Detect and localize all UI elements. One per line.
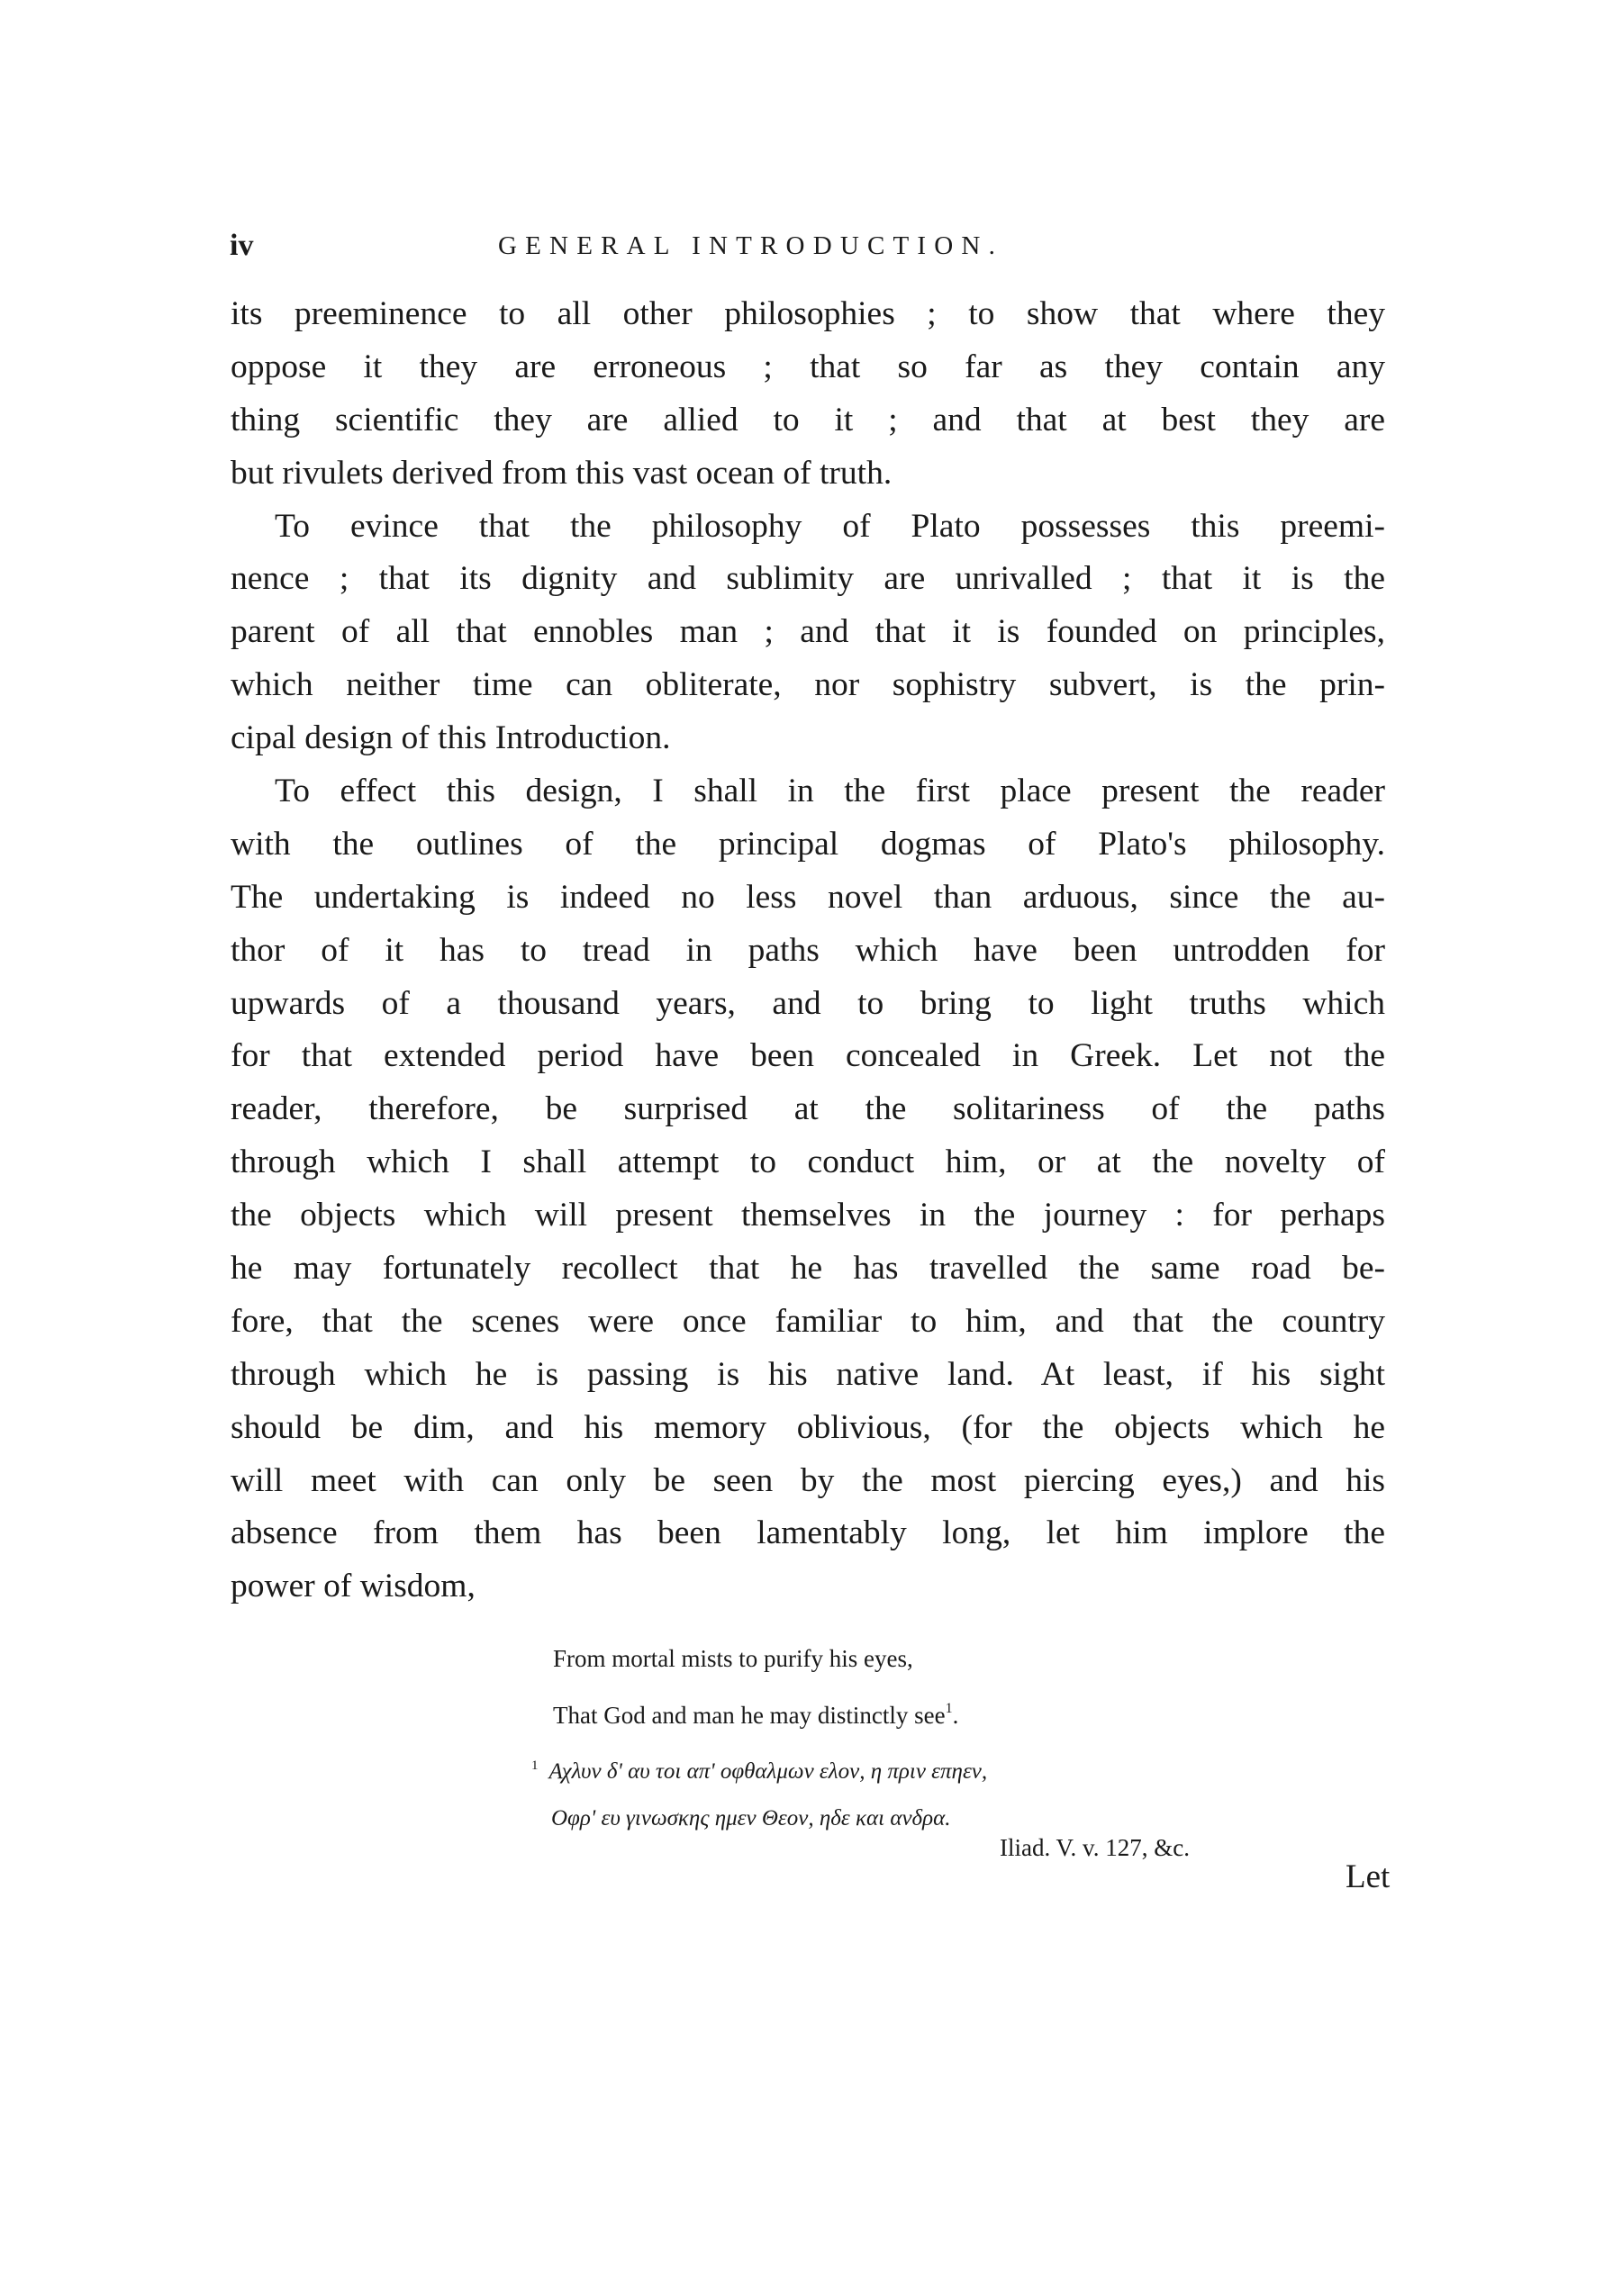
- paragraph-start-line: To evince that the philosophy of Plato possesses this preemi-: [275, 507, 1385, 545]
- body-line: with the outlines of the principal dogmas of Plato's philosophy.: [231, 825, 1385, 863]
- body-line: reader, therefore, be surprised at the solitariness of the paths: [231, 1090, 1385, 1128]
- footnote-line: [531, 1742, 987, 1795]
- body-line: parent of all that ennobles man ; and that it is founded on principles,: [231, 613, 1385, 651]
- footnote-greek-text: Αχλυν δ' αυ τοι απ' οφθαλμων ελον, η πριν επηεν,: [548, 1759, 988, 1784]
- body-line: but rivulets derived from this vast ocean of truth.: [231, 454, 893, 492]
- body-text: [231, 288, 1385, 1614]
- body-line: will meet with can only be seen by the most piercing eyes,) and his: [231, 1461, 1385, 1499]
- body-line: power of wisdom,: [231, 1568, 476, 1605]
- body-line: upwards of a thousand years, and to bring to light truths which: [231, 984, 1385, 1022]
- body-line: through which I shall attempt to conduct him, or at the novelty of: [231, 1143, 1385, 1181]
- body-line: which neither time can obliterate, nor sophistry subvert, is the prin-: [231, 666, 1385, 704]
- page-number: iv: [230, 229, 254, 262]
- body-line: absence from them has been lamentably long, let him implore the: [231, 1514, 1385, 1552]
- body-line: thor of it has to tread in paths which have been untrodden for: [231, 931, 1385, 969]
- footnote-reference[interactable]: 1: [945, 1701, 953, 1716]
- footnote: [531, 1742, 987, 1842]
- running-title: GENERAL INTRODUCTION.: [498, 231, 1004, 260]
- body-line: fore, that the scenes were once familiar to him, and that the country: [231, 1302, 1385, 1340]
- body-line: oppose it they are erroneous ; that so far as they contain any: [231, 348, 1385, 385]
- verse-line-text: That God and man he may distinctly see: [553, 1702, 946, 1729]
- body-line: he may fortunately recollect that he has travelled the same road be-: [231, 1250, 1385, 1288]
- footnote-line: Οφρ' ευ γινωσκης ημεν Θεον, ηδε και ανδρα.: [551, 1806, 951, 1830]
- verse-end-punctuation: .: [952, 1702, 959, 1729]
- body-line: should be dim, and his memory oblivious, (for the objects which he: [231, 1408, 1385, 1446]
- catchword: Let: [1346, 1858, 1391, 1895]
- body-line: its preeminence to all other philosophies ; to show that where they: [231, 295, 1385, 332]
- footnote-citation: Iliad. V. v. 127, &c.: [1000, 1834, 1190, 1861]
- body-line: for that extended period have been concealed in Greek. Let not the: [231, 1037, 1385, 1075]
- footnote-marker: 1: [531, 1758, 539, 1773]
- body-line: cipal design of this Introduction.: [231, 719, 671, 757]
- body-line: through which he is passing is his native land. At least, if his sight: [231, 1355, 1385, 1393]
- body-line: the objects which will present themselves in the journey : for perhaps: [231, 1197, 1385, 1234]
- body-line: thing scientific they are allied to it ; and that at best they are: [231, 401, 1385, 438]
- running-head: [230, 225, 1387, 267]
- body-line: nence ; that its dignity and sublimity are unrivalled ; that it is the: [231, 560, 1385, 598]
- body-line: The undertaking is indeed no less novel than arduous, since the au-: [231, 878, 1385, 916]
- paragraph-start-line: To effect this design, I shall in the first place present the reader: [275, 773, 1385, 810]
- verse-quotation: [553, 1634, 958, 1740]
- verse-line: From mortal mists to purify his eyes,: [553, 1645, 913, 1672]
- verse-line: [553, 1684, 958, 1740]
